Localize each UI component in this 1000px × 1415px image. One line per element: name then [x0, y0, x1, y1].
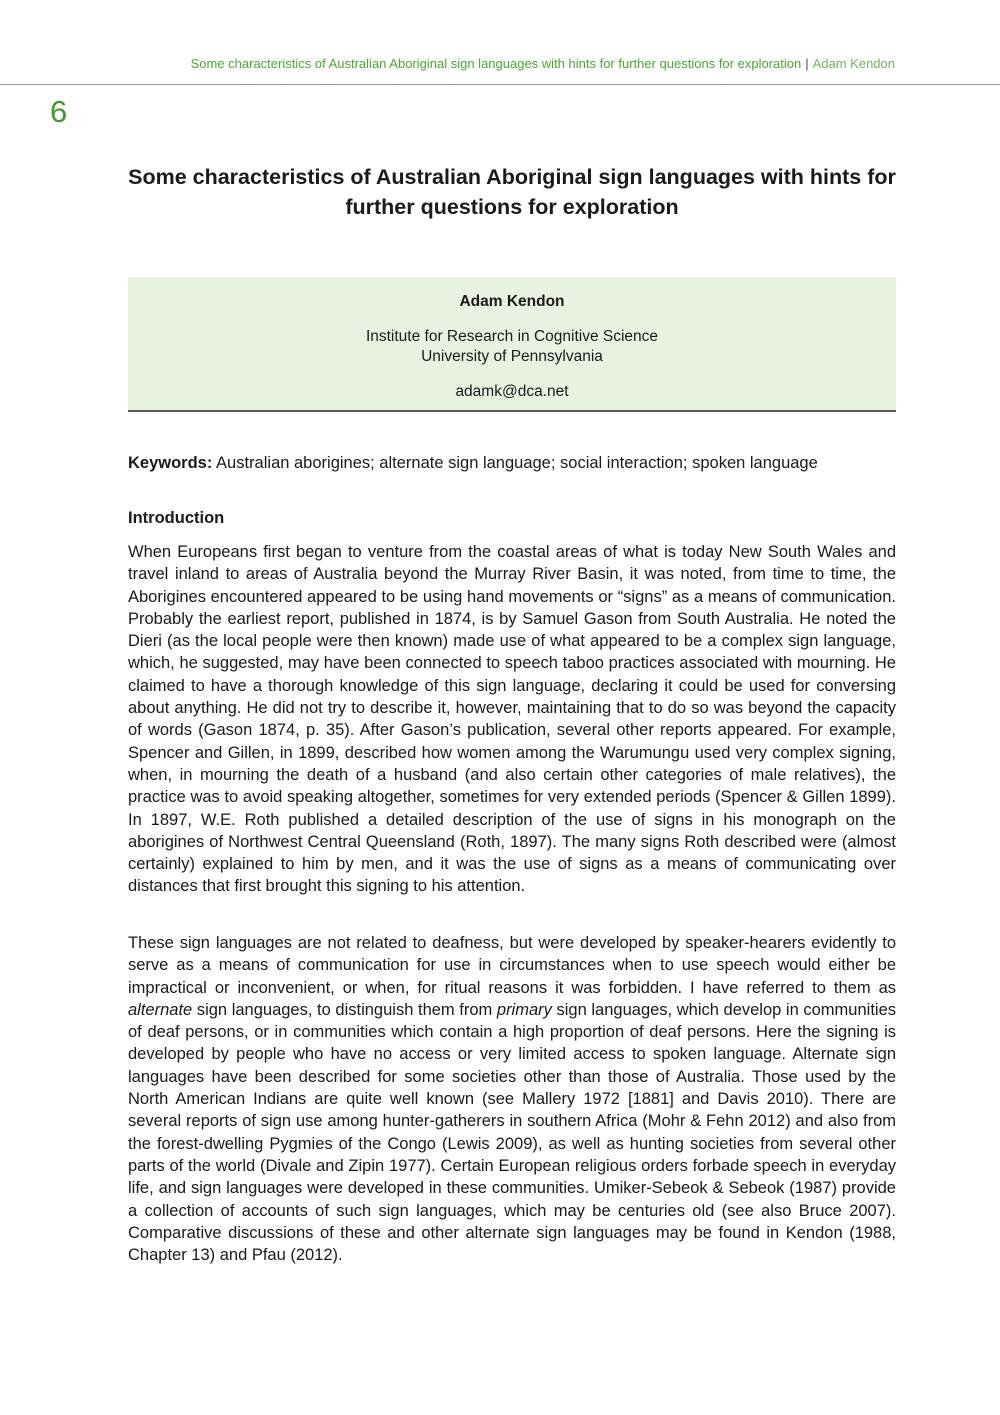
author-university: University of Pennsylvania [421, 348, 603, 365]
article-title: Some characteristics of Australian Aboriginal sign languages with hints for further questions for exploration [128, 165, 896, 219]
author-name: Adam Kendon [459, 293, 565, 310]
keywords-line [128, 452, 908, 474]
body-paragraph-2 [128, 932, 896, 1266]
running-author: Adam Kendon [812, 56, 895, 71]
paragraph-2-part-b: sign languages, to distinguish them from [192, 1000, 497, 1019]
author-email: adamk@dca.net [455, 383, 569, 400]
running-header [191, 56, 895, 71]
keywords-text: Australian aborigines; alternate sign language; social interaction; spoken language [216, 454, 818, 472]
body-paragraph-1: When Europeans first began to venture from the coastal areas of what is today New South Wales and travel inland to areas of Australia beyond the Murray River Basin, it was noted, from time to time, the Aborigines encountered appeared to be using hand movements or “signs” as a means of communication. Probably the earliest report, published in 1874, is by Samuel Gason from South Australia. He noted the Dieri (as the local people were then known) made use of what appeared to be a complex sign language, which, he suggested, may have been connected to speech taboo practices associated with mourning. He claimed to have a thorough knowledge of this sign language, declaring it could be used for conversing about anything. He did not try to describe it, however, maintaining that to do so was beyond the capacity of words (Gason 1874, p. 35). After Gason’s publication, several other reports appeared. For example, Spencer and Gillen, in 1899, described how women among the Warumungu used very complex signing, when, in mourning the death of a husband (and also certain other categories of male relatives), the practice was to avoid speaking altogether, sometimes for very extended periods (Spencer & Gillen 1899). In 1897, W.E. Roth published a detailed description of the use of signs in his monograph on the aborigines of Northwest Central Queensland (Roth, 1897). The many signs Roth described were (almost certainly) explained to him by men, and it was the use of signs as a means of communicating over distances that first brought this signing to his attention. [128, 543, 896, 896]
page-number: 6 [50, 94, 68, 129]
author-info-box [128, 277, 896, 412]
author-institution: Institute for Research in Cognitive Science [365, 328, 659, 345]
header-separator: | [805, 56, 809, 71]
section-heading-introduction: Introduction [128, 509, 225, 527]
keywords-label: Keywords: [128, 454, 213, 472]
header-rule [0, 84, 1000, 85]
paragraph-2-part-a: These sign languages are not related to deafness, but were developed by speaker-hearers evidently to serve as a means of communication for use in circumstances when to use speech would either be impractical or inconvenient, or when, for ritual reasons it was forbidden. I have referred to them as [128, 934, 896, 997]
paragraph-2-part-c: sign languages, which develop in communities of deaf persons, or in communities which contain a high proportion of deaf persons. Here the signing is developed by people who have no access or very limited access to spoken language. Alternate sign languages have been described for some societies other than those of Australia. Those used by the North American Indians are quite well known (see Mallery 1972 [1881] and Davis 2010). There are several reports of sign use among hunter-gatherers in southern Africa (Mohr & Fehn 2012) and also from the forest-dwelling Pygmies of the Congo (Lewis 2009), as well as hunting societies from several other parts of the world (Divale and Zipin 1977). Certain European religious orders forbade speech in everyday life, and sign languages were developed in these communities. Umiker-Sebeok & Sebeok (1987) provide a collection of accounts of such sign languages, which may be centuries old (see also Bruce 2007). Comparative discussions of these and other alternate sign languages may be found in Kendon (1988, Chapter 13) and Pfau (2012). [128, 1000, 896, 1265]
emphasis-alternate: alternate [128, 1000, 193, 1019]
emphasis-primary: primary [496, 1000, 552, 1019]
running-title: Some characteristics of Australian Aboriginal sign languages with hints for further questions for exploration [190, 56, 802, 71]
